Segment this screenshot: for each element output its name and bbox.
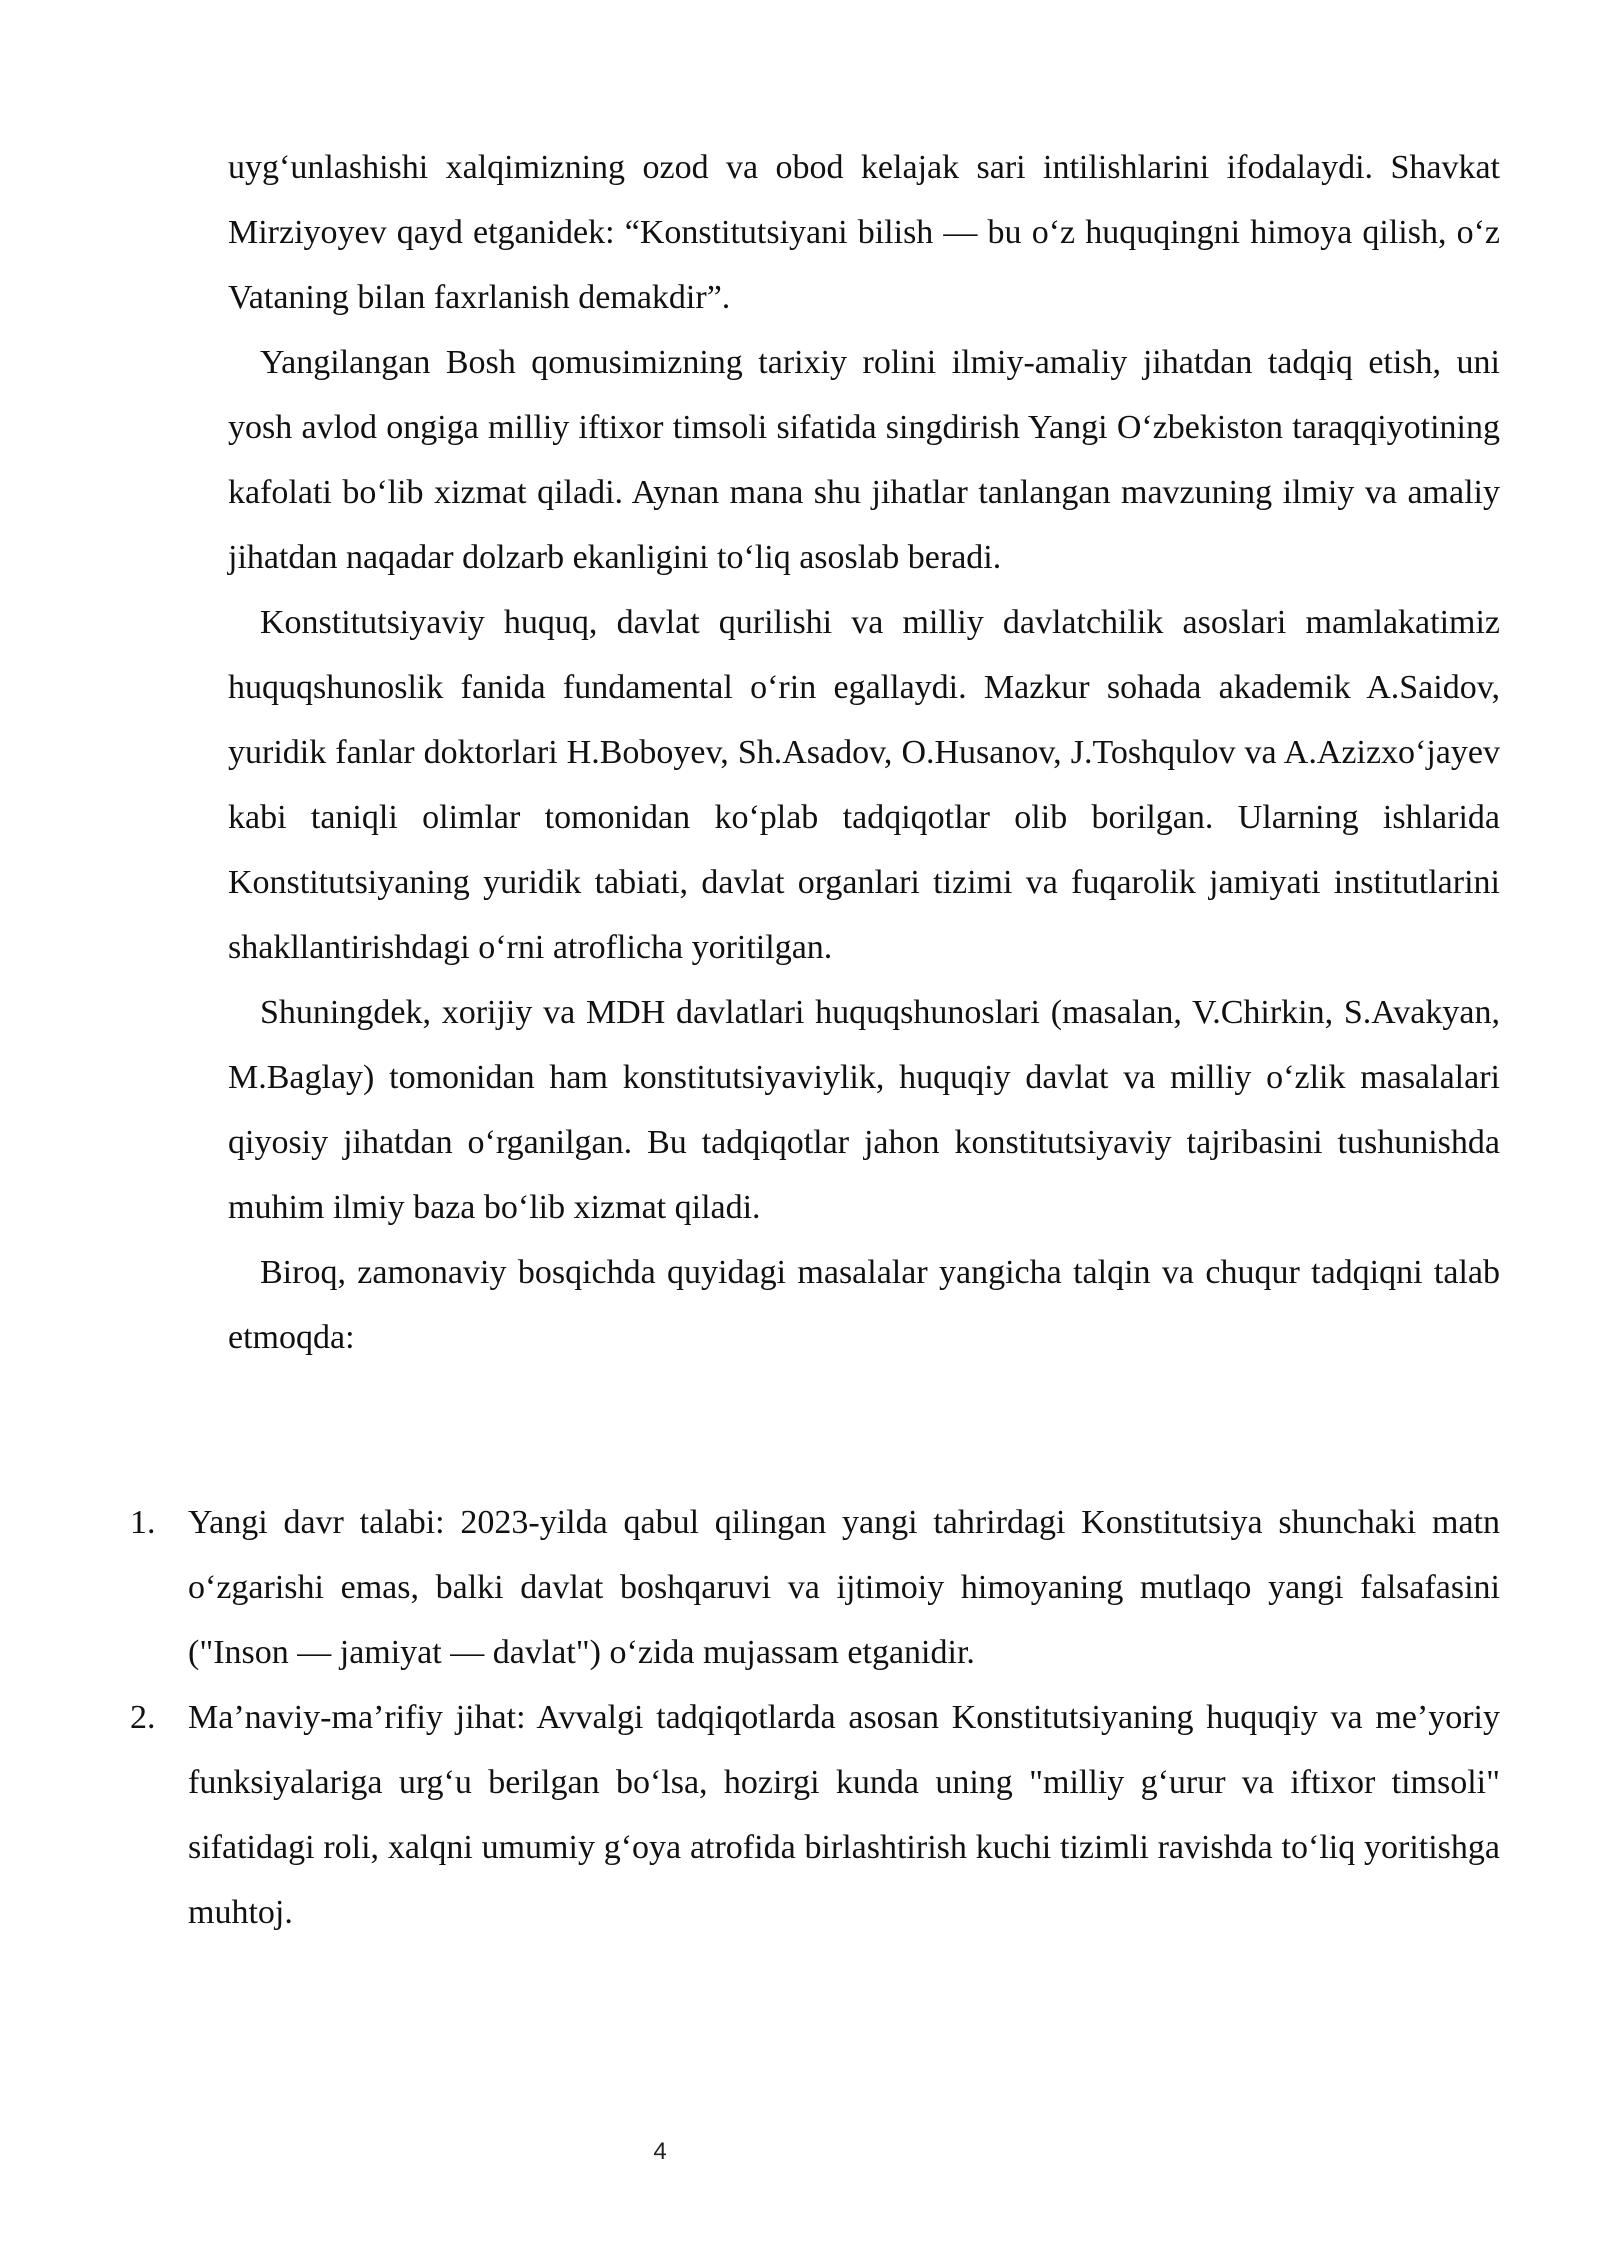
body-text: [228, 135, 1500, 1370]
paragraph-issues-intro: Biroq, zamonaviy bosqichda quyidagi masalalar yangicha talqin va chuqur tadqiqni talab etmoqda:: [228, 1254, 1500, 1356]
page-number: 4: [653, 2138, 667, 2165]
list-item: [130, 1490, 1500, 1685]
paragraph-literature-review: Konstitutsiyaviy huquq, davlat qurilishi va milliy davlatchilik asoslari mamlakatimiz huquqshunoslik fanida fundamental o‘rin egallaydi. Mazkur sohada akademik A.Saidov, yuridik fanlar doktorlari H.Boboyev, Sh.Asadov, O.Husanov, J.Toshqulov va A.Azizxo‘jayev kabi taniqli olimlar tomonidan ko‘plab tadqiqotlar olib borilgan. Ularning ishlarida Konstitutsiyaning yuridik tabiati, davlat organlari tizimi va fuqarolik jamiyati institutlarini shakllantirishdagi o‘rni atroflicha yoritilgan.: [228, 604, 1500, 966]
paragraph-relevance: Yangilangan Bosh qomusimizning tarixiy rolini ilmiy-amaliy jihatdan tadqiq etish, uni yosh avlod ongiga milliy iftixor timsoli sifatida singdirish Yangi O‘zbekiston taraqqiyotining kafolati bo‘lib xizmat qiladi. Aynan mana shu jihatlar tanlangan mavzuning ilmiy va amaliy jihatdan naqadar dolzarb ekanligini to‘liq asoslab beradi.: [228, 344, 1500, 576]
list-item-text: Ma’naviy-ma’rifiy jihat: Avvalgi tadqiqotlarda asosan Konstitutsiyaning huquqiy va me’yoriy funksiyalariga urg‘u berilgan bo‘lsa, hozirgi kunda uning "milliy g‘urur va iftixor timsoli" sifatidagi roli, xalqni umumiy g‘oya atrofida birlashtirish kuchi tizimli ravishda to‘liq yoritishga muhtoj.: [188, 1699, 1500, 1931]
list-item-number: 2.: [130, 1699, 156, 1736]
paragraph-foreign-research: Shuningdek, xorijiy va MDH davlatlari huquqshunoslari (masalan, V.Chirkin, S.Avakyan, M.Baglay) tomonidan ham konstitutsiyaviylik, huquqiy davlat va milliy o‘zlik masalalari qiyosiy jihatdan o‘rganilgan. Bu tadqiqotlar jahon konstitutsiyaviy tajribasini tushunishda muhim ilmiy baza bo‘lib xizmat qiladi.: [228, 994, 1500, 1226]
list-item: [130, 1685, 1500, 1945]
list-item-text: Yangi davr talabi: 2023-yilda qabul qilingan yangi tahrirdagi Konstitutsiya shunchaki matn o‘zgarishi emas, balki davlat boshqaruvi va ijtimoiy himoyaning mutlaqo yangi falsafasini ("Inson — jamiyat — davlat") o‘zida mujassam etganidir.: [188, 1504, 1500, 1671]
paragraph-continuation: uyg‘unlashishi xalqimizning ozod va obod kelajak sari intilishlarini ifodalaydi. Shavkat Mirziyoyev qayd etganidek: “Konstitutsiyani bilish — bu o‘z huquqingni himoya qilish, o‘z Vataning bilan faxrlanish demakdir”.: [228, 149, 1500, 316]
list-item-number: 1.: [130, 1504, 156, 1541]
issues-list: [130, 1490, 1500, 1945]
